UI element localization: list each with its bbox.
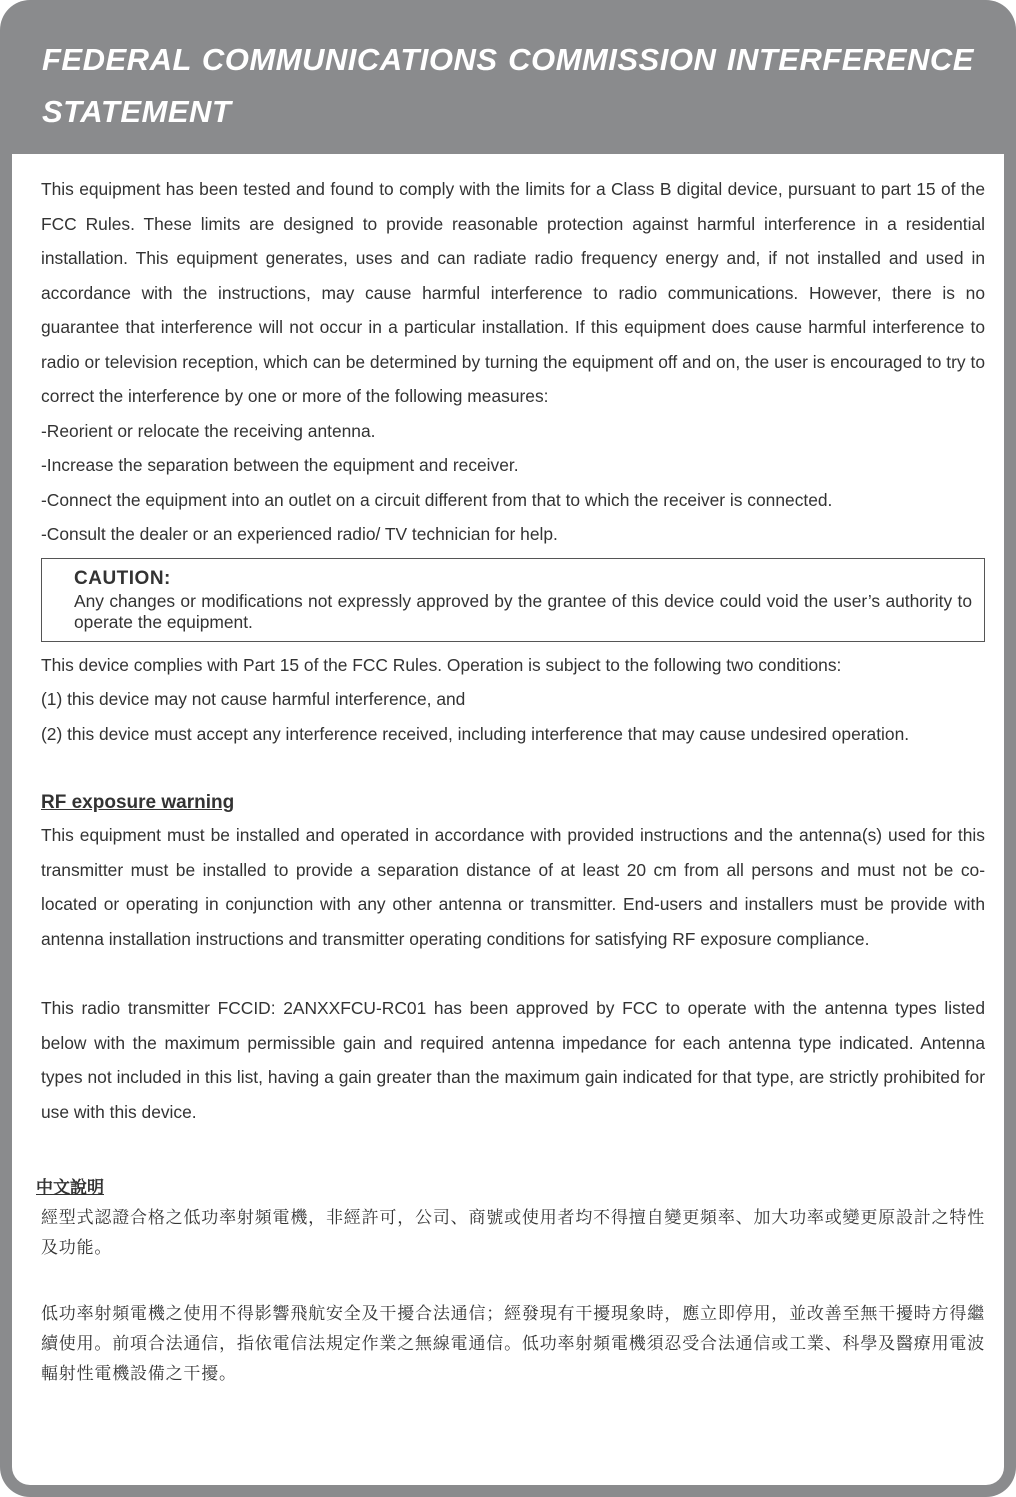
caution-title: CAUTION: xyxy=(74,567,171,589)
header-banner xyxy=(12,0,1004,154)
rf-exposure-paragraph: This equipment must be installed and operated in accordance with provided instructions and the antenna(s) used for this transmitter must be installed to provide a separation distance of at least 20 cm from all persons and must not be co-located or operating in conjunction with any other antenna or transmitter. End-users and installers must be provide with antenna installation instructions and transmitter operating conditions for satisfying RF exposure compliance. xyxy=(41,825,985,949)
rf-exposure-heading: RF exposure warning xyxy=(41,792,235,813)
page-title: FEDERAL COMMUNICATIONS COMMISSION INTERFERENCE STATEMENT xyxy=(42,42,974,129)
measure-item: -Increase the separation between the equipment and receiver. xyxy=(41,455,519,475)
spacer xyxy=(41,1263,985,1299)
compliance-line: (1) this device may not cause harmful interference, and xyxy=(41,689,466,709)
measure-item: -Reorient or relocate the receiving antenna. xyxy=(41,420,376,441)
content-panel xyxy=(12,154,1004,1485)
compliance-line: This device complies with Part 15 of the FCC Rules. Operation is subject to the following two conditions: xyxy=(41,654,842,675)
measure-item: -Consult the dealer or an experienced radio/ TV technician for help. xyxy=(41,524,558,544)
caution-text: Any changes or modifications not expressly approved by the grantee of this device could void the user’s authority to operate the equipment. xyxy=(74,590,972,632)
chinese-heading: 中文說明 xyxy=(36,1178,104,1197)
chinese-paragraph-1: 經型式認證合格之低功率射頻電機，非經許可，公司、商號或使用者均不得擅自變更頻率、加大功率或變更原設計之特性及功能。 xyxy=(41,1208,985,1258)
chinese-paragraph-2: 低功率射頻電機之使用不得影響飛航安全及干擾合法通信；經發現有干擾現象時，應立即停用，並改善至無干擾時方得繼續使用。前項合法通信，指依電信法規定作業之無線電通信。低功率射頻電機須忍受合法通信或工業、科學及醫療用電波輻射性電機設備之干擾。 xyxy=(41,1304,985,1384)
compliance-line: (2) this device must accept any interference received, including interference that may cause undesired operation. xyxy=(41,723,910,744)
fcc-intro-paragraph: This equipment has been tested and found to comply with the limits for a Class B digital device, pursuant to part 15 of the FCC Rules. These limits are designed to provide reasonable protection against harmful interference in a residential installation. This equipment generates, uses and can radiate radio frequency energy and, if not installed and used in accordance with the instructions, may cause harmful interference to radio communications. However, there is no guarantee that interference will not occur in a particular installation. If this equipment does cause harmful interference to radio or television reception, which can be determined by turning the equipment off and on, the user is encouraged to try to correct the interference by one or more of the following measures: xyxy=(41,179,985,406)
fccid-paragraph: This radio transmitter FCCID: 2ANXXFCU-RC01 has been approved by FCC to operate with the antenna types listed below with the maximum permissible gain and required antenna impedance for each antenna type indicated. Antenna types not included in this list, having a gain greater than the maximum gain indicated for that type, are strictly prohibited for use with this device. xyxy=(41,998,985,1122)
caution-box xyxy=(41,558,985,642)
spacer xyxy=(41,956,985,991)
measure-item: -Connect the equipment into an outlet on a circuit different from that to which the receiver is connected. xyxy=(41,489,833,510)
